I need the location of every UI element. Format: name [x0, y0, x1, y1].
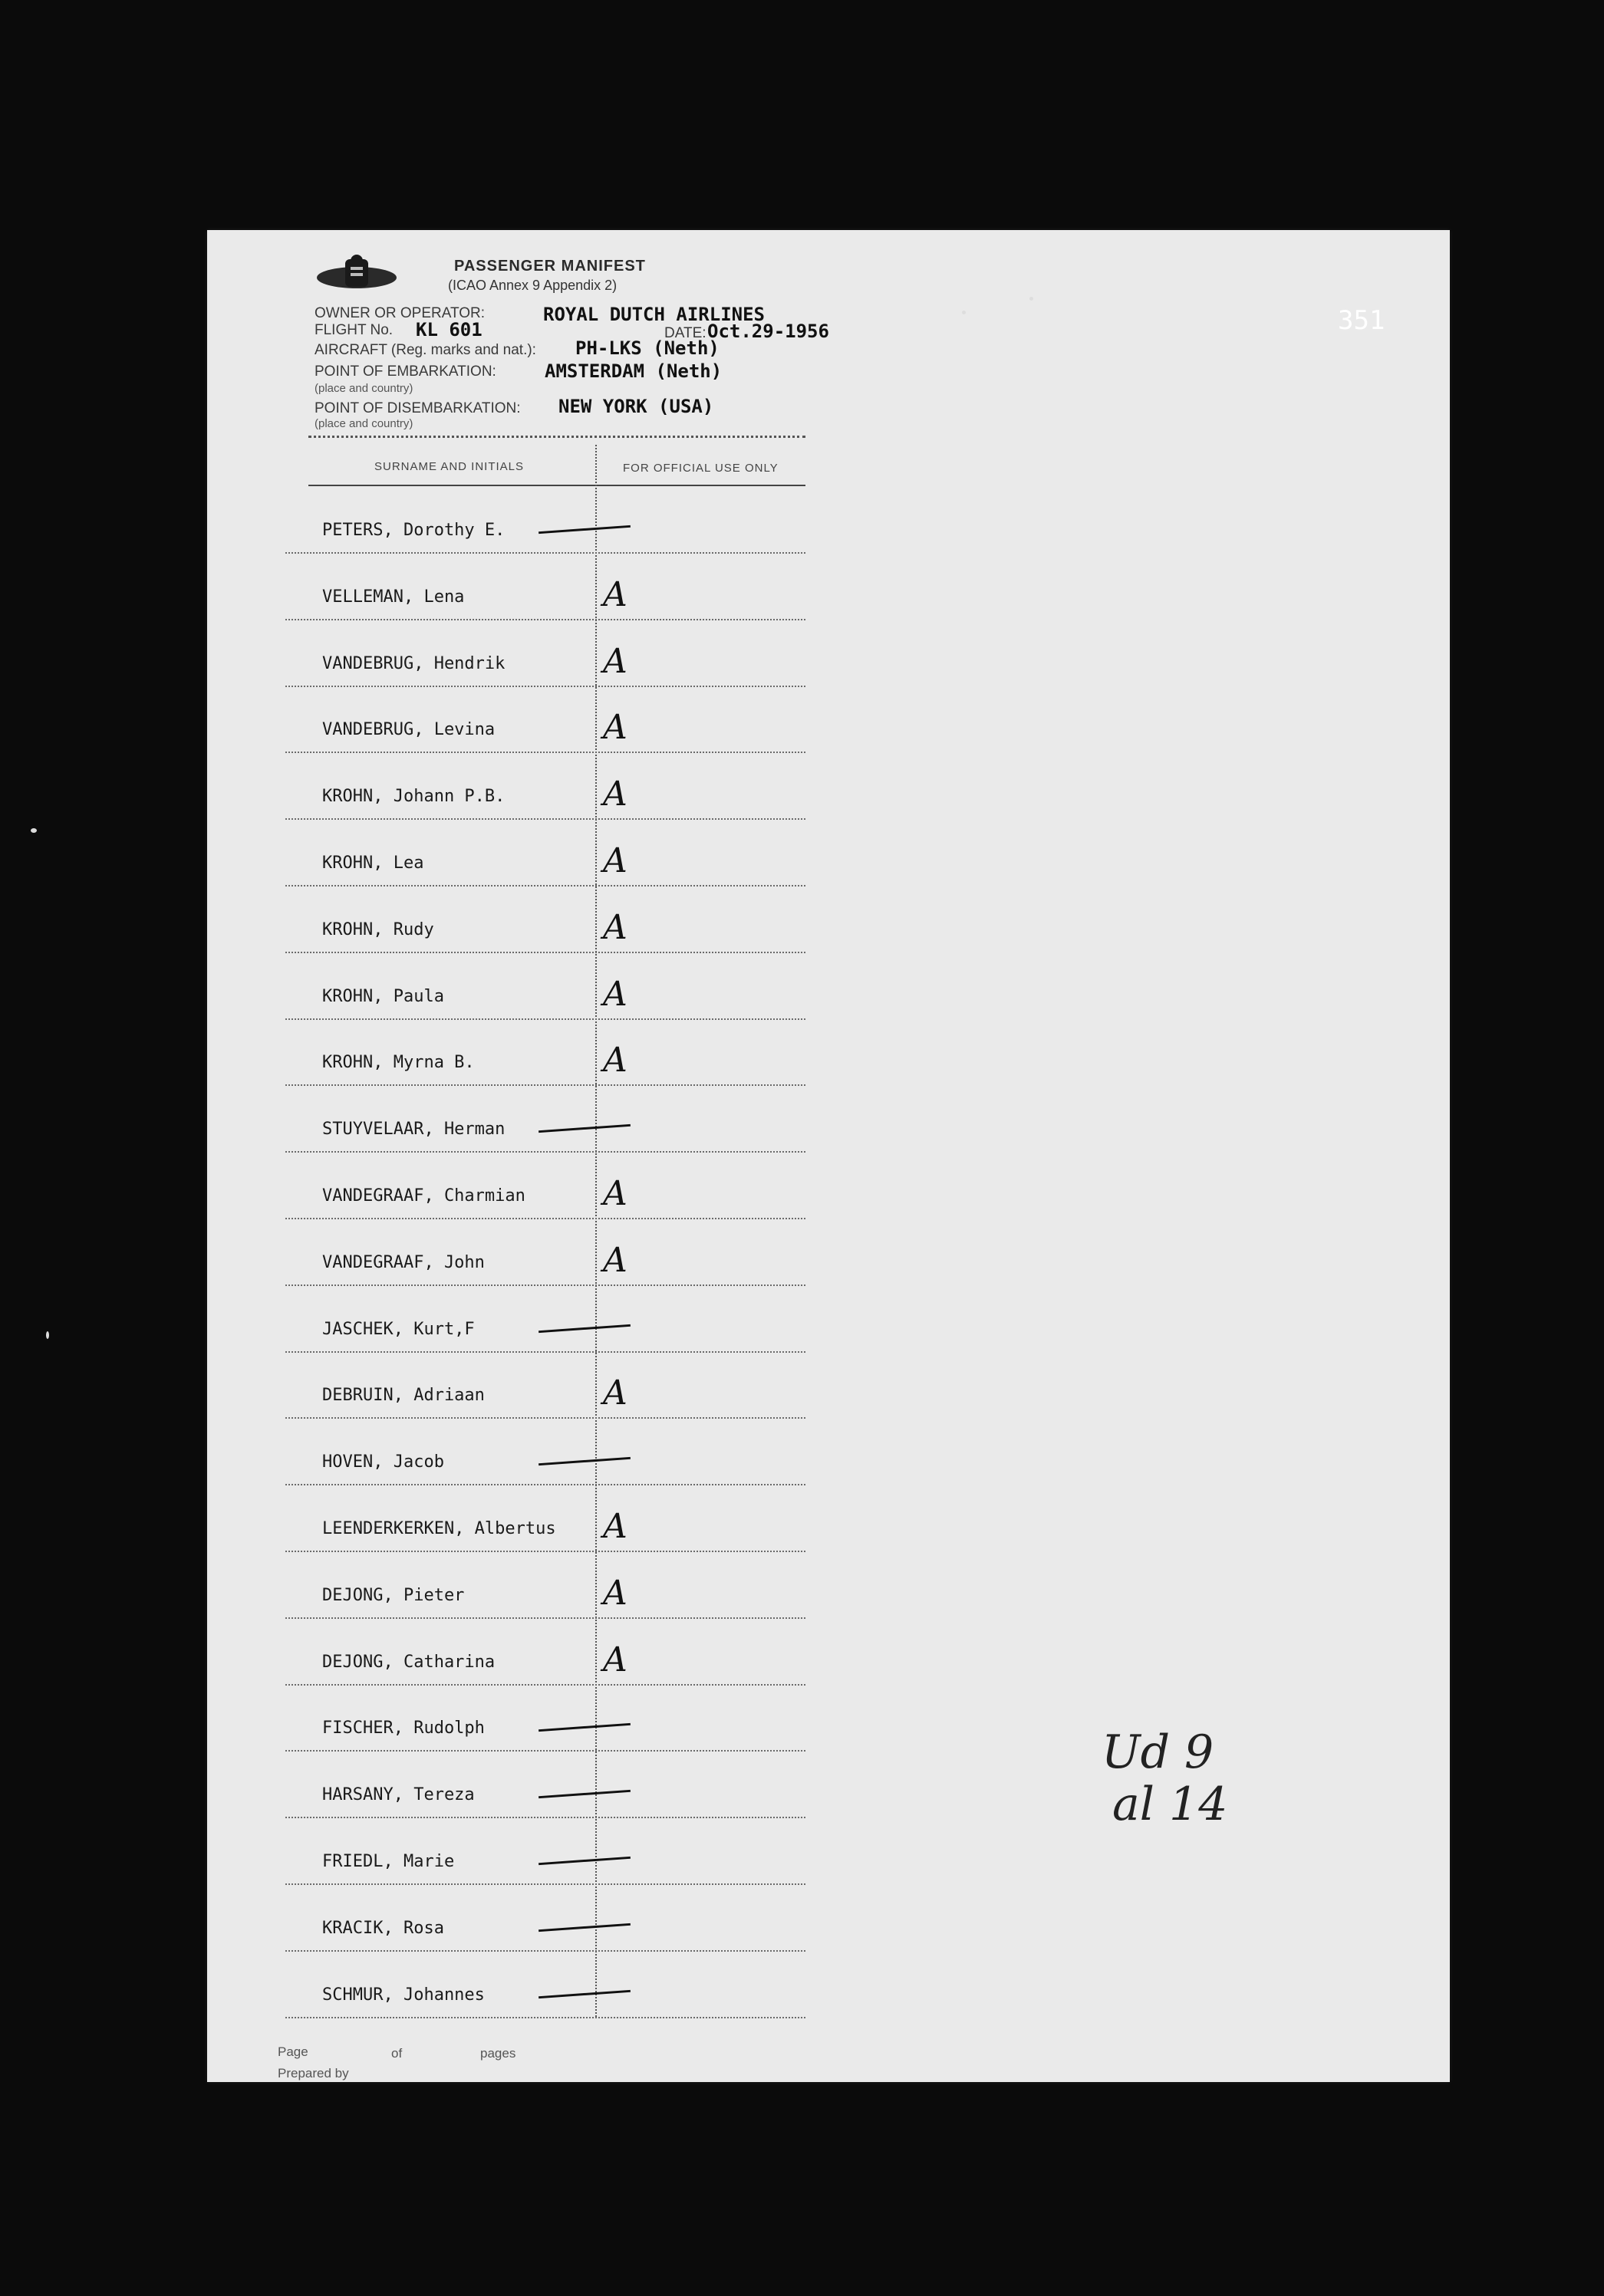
- date-value: Oct.29-1956: [707, 321, 829, 342]
- passenger-name: KROHN, Rudy: [322, 919, 434, 939]
- column-header-divider: [308, 485, 805, 486]
- official-dash-mark: [539, 1989, 631, 1998]
- passenger-row: [308, 687, 805, 753]
- row-rule: [285, 1950, 805, 1952]
- row-rule: [285, 1417, 805, 1419]
- passenger-row: [308, 1819, 805, 1885]
- official-mark: A: [603, 974, 627, 1014]
- row-rule: [285, 552, 805, 554]
- passenger-row: [308, 1353, 805, 1419]
- row-rule: [285, 686, 805, 687]
- row-rule: [285, 1617, 805, 1619]
- embark-value: AMSTERDAM (Neth): [545, 360, 723, 382]
- passenger-row: [308, 1287, 805, 1353]
- official-mark: A: [603, 641, 627, 681]
- manifest-subtitle: (ICAO Annex 9 Appendix 2): [448, 278, 618, 293]
- row-rule: [285, 1684, 805, 1686]
- row-rule: [285, 952, 805, 953]
- passenger-name: DEBRUIN, Adriaan: [322, 1386, 485, 1406]
- row-rule: [285, 1817, 805, 1818]
- passenger-name: KROHN, Johann P.B.: [322, 787, 506, 807]
- passenger-row: [308, 1752, 805, 1818]
- passenger-row: [308, 488, 805, 554]
- page-number: 351: [1338, 305, 1385, 336]
- passenger-name: HOVEN, Jacob: [322, 1452, 444, 1472]
- column-header-official: FOR OFFICIAL USE ONLY: [623, 462, 779, 475]
- passenger-row: [308, 1620, 805, 1686]
- aircraft-value: PH-LKS (Neth): [575, 337, 720, 359]
- footer-prepared-label: Prepared by: [278, 2066, 349, 2081]
- official-mark: A: [603, 1373, 627, 1413]
- footer-page-label: Page: [278, 2044, 308, 2059]
- official-dash-mark: [539, 1923, 631, 1932]
- passenger-name: VELLEMAN, Lena: [322, 587, 465, 607]
- official-mark: A: [603, 841, 627, 880]
- passenger-row: [308, 1419, 805, 1485]
- embark-label: POINT OF EMBARKATION:: [315, 363, 496, 380]
- passenger-row: [308, 887, 805, 953]
- passenger-row: [308, 1220, 805, 1286]
- passenger-row: [308, 1087, 805, 1153]
- header-divider: [308, 436, 805, 438]
- passenger-row: [308, 754, 805, 820]
- film-speck: [962, 311, 966, 314]
- aircraft-label: AIRCRAFT (Reg. marks and nat.):: [315, 342, 536, 358]
- official-dash-mark: [539, 1857, 631, 1865]
- passenger-name: KROHN, Myrna B.: [322, 1053, 475, 1073]
- passenger-name: PETERS, Dorothy E.: [322, 521, 506, 540]
- passenger-row: [308, 954, 805, 1020]
- footer-of-label: of: [391, 2046, 403, 2061]
- row-rule: [285, 1484, 805, 1485]
- official-dash-mark: [539, 525, 631, 534]
- official-dash-mark: [539, 1124, 631, 1133]
- official-mark: A: [603, 907, 627, 947]
- official-mark: A: [603, 708, 627, 748]
- flight-label: FLIGHT No.: [315, 322, 394, 338]
- row-rule: [285, 885, 805, 886]
- row-rule: [285, 1218, 805, 1219]
- passenger-name: JASCHEK, Kurt,F: [322, 1319, 475, 1339]
- passenger-row: [308, 1153, 805, 1219]
- manifest-title: PASSENGER MANIFEST: [454, 258, 646, 275]
- flight-value: KL 601: [416, 319, 483, 340]
- passenger-name: HARSANY, Tereza: [322, 1785, 475, 1805]
- passenger-row: [308, 1886, 805, 1952]
- passenger-row: [308, 1553, 805, 1619]
- passenger-name: FISCHER, Rudolph: [322, 1719, 485, 1738]
- official-dash-mark: [539, 1324, 631, 1332]
- passenger-row: [308, 821, 805, 886]
- disembark-label: POINT OF DISEMBARKATION:: [315, 400, 521, 416]
- passenger-name: VANDEGRAAF, Charmian: [322, 1186, 525, 1206]
- row-rule: [285, 752, 805, 753]
- passenger-name: VANDEBRUG, Levina: [322, 720, 496, 740]
- row-rule: [285, 619, 805, 620]
- passenger-name: VANDEGRAAF, John: [322, 1252, 485, 1272]
- official-mark: A: [603, 574, 627, 614]
- footer-pages-label: pages: [480, 2046, 516, 2061]
- passenger-row: [308, 1020, 805, 1086]
- handwritten-note-line2: al 14: [1112, 1778, 1228, 1831]
- passenger-row: [308, 621, 805, 687]
- official-dash-mark: [539, 1457, 631, 1465]
- row-rule: [285, 818, 805, 820]
- official-mark: A: [603, 1640, 627, 1679]
- disembark-value: NEW YORK (USA): [558, 396, 714, 417]
- passenger-name: STUYVELAAR, Herman: [322, 1120, 506, 1140]
- official-mark: A: [603, 775, 627, 814]
- disembark-note: (place and country): [315, 417, 413, 430]
- passenger-name: SCHMUR, Johannes: [322, 1985, 485, 2005]
- passenger-name: DEJONG, Catharina: [322, 1652, 496, 1672]
- embark-note: (place and country): [315, 382, 413, 395]
- official-mark: A: [603, 1041, 627, 1081]
- row-rule: [285, 1883, 805, 1885]
- official-dash-mark: [539, 1723, 631, 1732]
- row-rule: [285, 1084, 805, 1086]
- film-speck: [1029, 297, 1033, 301]
- row-rule: [285, 1750, 805, 1752]
- owner-label: OWNER OR OPERATOR:: [315, 305, 486, 321]
- owner-value: ROYAL DUTCH AIRLINES: [543, 304, 765, 325]
- row-rule: [285, 2017, 805, 2018]
- passenger-name: KROHN, Paula: [322, 986, 444, 1006]
- passenger-name: DEJONG, Pieter: [322, 1585, 465, 1605]
- date-label: DATE:: [664, 325, 706, 341]
- passenger-name: FRIEDL, Marie: [322, 1852, 455, 1871]
- handwritten-note-line1: Ud 9: [1102, 1725, 1214, 1779]
- row-rule: [285, 1018, 805, 1020]
- official-mark: A: [603, 1573, 627, 1613]
- passenger-name: KROHN, Lea: [322, 854, 424, 873]
- film-speck: [31, 828, 37, 833]
- passenger-row: [308, 1952, 805, 2018]
- passenger-name: KRACIK, Rosa: [322, 1918, 444, 1938]
- official-mark: A: [603, 1240, 627, 1280]
- passenger-row: [308, 554, 805, 620]
- passenger-name: LEENDERKERKEN, Albertus: [322, 1519, 556, 1538]
- row-rule: [285, 1285, 805, 1286]
- official-mark: A: [603, 1174, 627, 1213]
- row-rule: [285, 1351, 805, 1353]
- passenger-row: [308, 1686, 805, 1752]
- row-rule: [285, 1551, 805, 1552]
- passenger-name: VANDEBRUG, Hendrik: [322, 653, 506, 673]
- row-rule: [285, 1151, 805, 1153]
- official-dash-mark: [539, 1790, 631, 1798]
- column-header-name: SURNAME AND INITIALS: [374, 460, 525, 473]
- klm-logo-icon: [315, 252, 399, 296]
- official-mark: A: [603, 1507, 627, 1546]
- film-speck: [46, 1331, 49, 1339]
- passenger-row: [308, 1486, 805, 1552]
